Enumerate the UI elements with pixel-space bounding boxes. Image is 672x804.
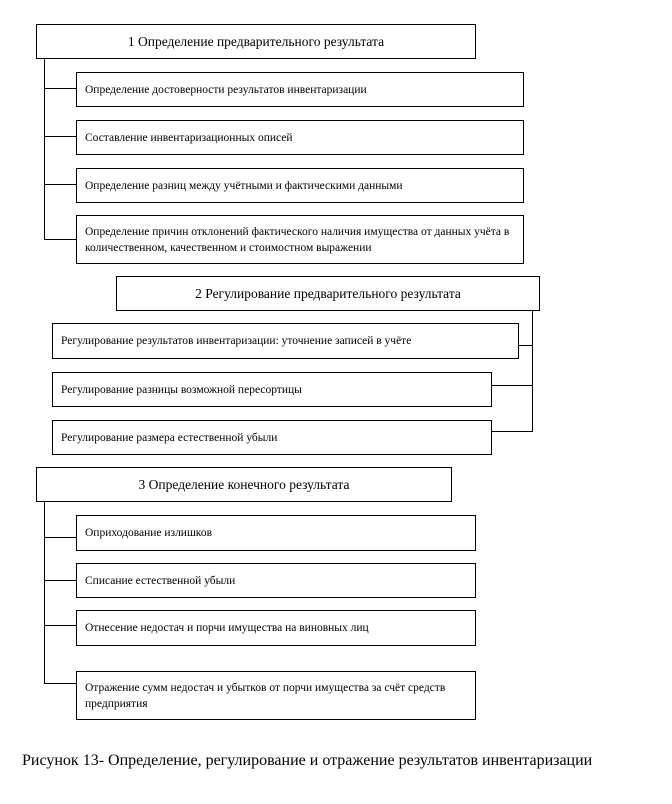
connector-spine-3	[44, 502, 45, 684]
section-1-item-4: Определение причин отклонений фактического наличия имущества от данных учёта в количественном, качественном и стоимостном выражении	[76, 215, 524, 264]
section-3-item-3: Отнесение недостач и порчи имущества на виновных лиц	[76, 610, 476, 646]
connector-tick	[44, 88, 76, 89]
section-1-item-2: Составление инвентаризационных описей	[76, 120, 524, 155]
connector-spine-2	[532, 311, 533, 432]
section-2-item-3: Регулирование размера естественной убыли	[52, 420, 492, 455]
connector-tick	[491, 385, 533, 386]
connector-tick	[44, 625, 76, 626]
section-3-item-1: Оприходование излишков	[76, 515, 476, 551]
section-1-header: 1 Определение предварительного результата	[36, 24, 476, 59]
connector-tick	[44, 184, 76, 185]
section-3-item-2: Списание естественной убыли	[76, 563, 476, 598]
connector-tick	[491, 431, 533, 432]
connector-tick	[44, 136, 76, 137]
section-2-item-1: Регулирование результатов инвентаризации: уточнение записей в учёте	[52, 323, 519, 359]
connector-tick	[44, 580, 76, 581]
section-3-header: 3 Определение конечного результата	[36, 467, 452, 502]
figure-caption: Рисунок 13- Определение, регулирование и отражение результатов инвентаризации	[22, 752, 593, 769]
section-1-item-1: Определение достоверности результатов инвентаризации	[76, 72, 524, 107]
connector-tick	[44, 683, 76, 684]
connector-tick	[44, 537, 76, 538]
connector-tick	[44, 239, 76, 240]
section-2-item-2: Регулирование разницы возможной пересортицы	[52, 372, 492, 407]
section-3-item-4: Отражение сумм недостач и убытков от порчи имущества за счёт средств предприятия	[76, 671, 476, 720]
connector-spine-1	[44, 59, 45, 240]
connector-tick	[518, 345, 533, 346]
section-1-item-3: Определение разниц между учётными и фактическими данными	[76, 168, 524, 203]
section-2-header: 2 Регулирование предварительного результата	[116, 276, 540, 311]
